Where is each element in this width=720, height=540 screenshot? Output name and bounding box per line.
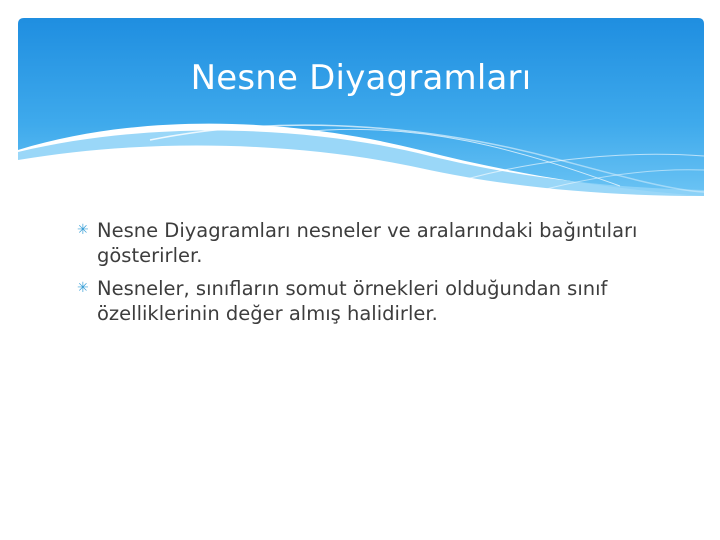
asterisk-bullet-icon: ✳ <box>77 280 89 296</box>
bullet-text: Nesne Diyagramları nesneler ve aralarındaki bağıntıları gösterirler. <box>97 219 638 267</box>
bullet-list <box>70 218 690 334</box>
slide-title: Nesne Diyagramları <box>190 58 532 98</box>
asterisk-bullet-icon: ✳ <box>77 222 89 238</box>
bullet-text: Nesneler, sınıfların somut örnekleri olduğundan sınıf özelliklerinin değer almış halidirler. <box>97 277 608 325</box>
bullet-item <box>70 276 690 326</box>
bullet-item <box>70 218 690 268</box>
